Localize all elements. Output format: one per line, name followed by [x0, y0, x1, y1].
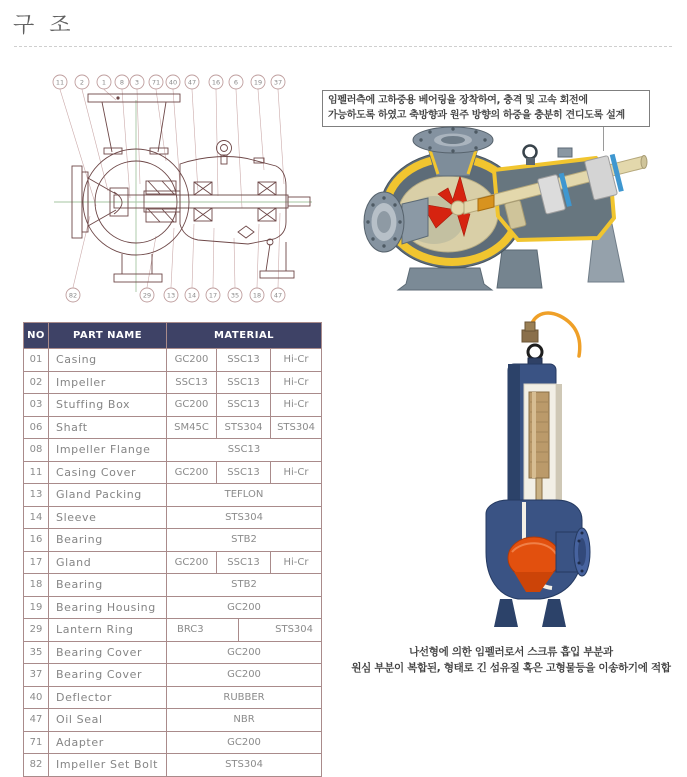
caption-line-1: 나선형에 의한 임펠러로서 스크류 흡입 부분과 [409, 646, 613, 658]
callout-leader [60, 90, 96, 207]
submersible-caption [335, 644, 687, 677]
material-cell: STS304 [217, 416, 271, 439]
callout-number: 37 [273, 78, 283, 87]
callout-number: 82 [68, 291, 78, 300]
material-cell-span: GC200 [167, 731, 322, 754]
page-title: 구 조 [13, 13, 75, 38]
material-cell: Hi-Cr [271, 371, 322, 394]
callout-leader [137, 90, 140, 185]
callout-leader [104, 90, 116, 101]
callout-number: 71 [151, 78, 161, 87]
part-name: Bearing [49, 529, 167, 552]
part-name: Impeller Flange [49, 439, 167, 462]
callout-number: 47 [187, 78, 197, 87]
part-no: 13 [24, 484, 49, 507]
material-cell: STS304 [271, 416, 322, 439]
suction-cone [402, 198, 428, 244]
suction-bore [377, 211, 391, 233]
part-name: Deflector [49, 686, 167, 709]
material-cell: SSC13 [217, 551, 271, 574]
material-cell: Hi-Cr [271, 394, 322, 417]
callout-number: 1 [101, 78, 107, 87]
pump-foot-right [542, 599, 566, 627]
material-cell: SSC13 [217, 349, 271, 372]
part-no: 29 [24, 619, 49, 642]
part-name: Bearing Cover [49, 664, 167, 687]
part-name: Casing Cover [49, 461, 167, 484]
parts-table-body [24, 349, 322, 777]
table-row [24, 394, 322, 417]
table-header-row [24, 323, 322, 349]
callout-leader [216, 90, 218, 197]
callout-number: 40 [168, 78, 178, 87]
table-row [24, 349, 322, 372]
callout-leader [213, 228, 214, 288]
material-cell-span: STS304 [167, 506, 322, 529]
vent-plug [558, 148, 572, 157]
part-no: 03 [24, 394, 49, 417]
table-row [24, 529, 322, 552]
callout-leader [234, 238, 235, 288]
part-name: Bearing Cover [49, 641, 167, 664]
callout-leader [147, 236, 156, 288]
callout-number: 18 [252, 291, 262, 300]
callout-leader [171, 228, 174, 288]
submersible-pump-cutaway-image [452, 300, 612, 645]
table-row [24, 709, 322, 732]
part-no: 71 [24, 731, 49, 754]
table-row [24, 641, 322, 664]
callout-number: 17 [208, 291, 218, 300]
part-no: 47 [24, 709, 49, 732]
table-row [24, 619, 322, 642]
part-name: Gland Packing [49, 484, 167, 507]
table-row [24, 416, 322, 439]
pump-mid-foot [497, 250, 542, 288]
material-cell: Hi-Cr [271, 551, 322, 574]
impeller-hub [451, 201, 465, 215]
parts-material-table [23, 322, 322, 777]
material-cell: SSC13 [167, 371, 217, 394]
table-row [24, 686, 322, 709]
material-cell: GC200 [167, 551, 217, 574]
material-cell: GC200 [167, 461, 217, 484]
title-divider [14, 46, 672, 47]
callout-leader [192, 224, 194, 288]
pump-pedestal [398, 268, 492, 290]
part-no: 14 [24, 506, 49, 529]
table-row [24, 574, 322, 597]
callout-leader [73, 216, 90, 288]
callout-number: 29 [142, 291, 152, 300]
material-cell-span: TEFLON [167, 484, 322, 507]
callout-number: 35 [230, 291, 240, 300]
part-no: 19 [24, 596, 49, 619]
part-name: Lantern Ring [49, 619, 167, 642]
material-cell-span: SSC13 [167, 439, 322, 462]
material-cell: SM45C [167, 416, 217, 439]
casing-sliver [556, 384, 562, 508]
material-cell-span: NBR [167, 709, 322, 732]
callout-leader-lines [60, 90, 284, 288]
callout-number: 14 [187, 291, 197, 300]
lifting-eye [524, 146, 537, 159]
callout-number: 11 [55, 78, 65, 87]
material-cell: SSC13 [217, 394, 271, 417]
material-cell-span: GC200 [167, 596, 322, 619]
material-cell-span: GC200 [167, 664, 322, 687]
table-row [24, 506, 322, 529]
pump-cross-section-drawing [18, 66, 318, 318]
part-no: 82 [24, 754, 49, 777]
part-name: Sleeve [49, 506, 167, 529]
material-cell-span: STS304 [167, 754, 322, 777]
callout-leader [278, 213, 280, 288]
part-no: 40 [24, 686, 49, 709]
header-part-name: PART NAME [49, 323, 167, 349]
pump-outline [72, 94, 310, 282]
material-left: BRC3 [167, 619, 239, 641]
material-cell: SSC13 [217, 371, 271, 394]
part-name: Gland [49, 551, 167, 574]
material-cell-span: GC200 [167, 641, 322, 664]
part-no: 16 [24, 529, 49, 552]
part-no: 18 [24, 574, 49, 597]
callout-leader [192, 90, 198, 193]
material-right: STS304 [275, 624, 313, 635]
part-no: 37 [24, 664, 49, 687]
table-row [24, 754, 322, 777]
material-cell-span: STB2 [167, 529, 322, 552]
part-no: 01 [24, 349, 49, 372]
part-name: Impeller [49, 371, 167, 394]
part-name: Impeller Set Bolt [49, 754, 167, 777]
material-cell-span: RUBBER [167, 686, 322, 709]
part-no: 06 [24, 416, 49, 439]
part-no: 08 [24, 439, 49, 462]
cable-entry [525, 322, 535, 331]
rotor-highlight [532, 392, 536, 478]
shaft-end [641, 156, 647, 169]
callout-number: 2 [79, 78, 85, 87]
callout-number: 19 [253, 78, 263, 87]
lifting-ring [528, 345, 542, 359]
header-material: MATERIAL [167, 323, 322, 349]
table-row [24, 731, 322, 754]
info-line-2: 가능하도록 하였고 축방향과 원주 방향의 하중을 충분히 견디도록 설계 [328, 109, 625, 121]
part-no: 35 [24, 641, 49, 664]
part-no: 11 [24, 461, 49, 484]
part-no: 02 [24, 371, 49, 394]
callout-leader [236, 90, 242, 209]
motor-housing-shade [508, 364, 520, 514]
centrifugal-pump-cutaway-image [352, 118, 652, 298]
callout-number: 13 [166, 291, 176, 300]
callout-leader [257, 224, 259, 288]
part-no: 17 [24, 551, 49, 574]
info-line-1: 임펠러측에 고하중용 베어링을 장착하여, 충격 및 고속 회전에 [328, 95, 588, 106]
part-name: Bearing Housing [49, 596, 167, 619]
lifting-eye-base [526, 158, 535, 165]
part-name: Stuffing Box [49, 394, 167, 417]
callout-number: 8 [119, 78, 125, 87]
cable-gland [522, 330, 538, 342]
material-cell: GC200 [167, 394, 217, 417]
material-cell-split [167, 619, 322, 642]
callout-number: 6 [233, 78, 239, 87]
table-row [24, 664, 322, 687]
callout-number: 3 [134, 78, 140, 87]
material-cell: SSC13 [217, 461, 271, 484]
callout-number: 16 [211, 78, 221, 87]
part-name: Shaft [49, 416, 167, 439]
caption-line-2: 원심 부분이 복합된, 형태로 긴 섬유질 혹은 고형물등을 이송하기에 적합 [351, 662, 671, 675]
material-cell-span: STB2 [167, 574, 322, 597]
part-name: Adapter [49, 731, 167, 754]
part-name: Bearing [49, 574, 167, 597]
pump-foot-left [494, 599, 518, 627]
callout-leader [122, 90, 130, 199]
table-row [24, 596, 322, 619]
part-name: Oil Seal [49, 709, 167, 732]
table-row [24, 551, 322, 574]
table-row [24, 484, 322, 507]
discharge-bore [441, 136, 465, 144]
table-row [24, 461, 322, 484]
material-cell: Hi-Cr [271, 461, 322, 484]
header-no: NO [24, 323, 49, 349]
callout-number: 47 [273, 291, 283, 300]
material-cell: Hi-Cr [271, 349, 322, 372]
callout-leader [156, 90, 166, 162]
part-name: Casing [49, 349, 167, 372]
table-row [24, 371, 322, 394]
table-row [24, 439, 322, 462]
material-cell: GC200 [167, 349, 217, 372]
